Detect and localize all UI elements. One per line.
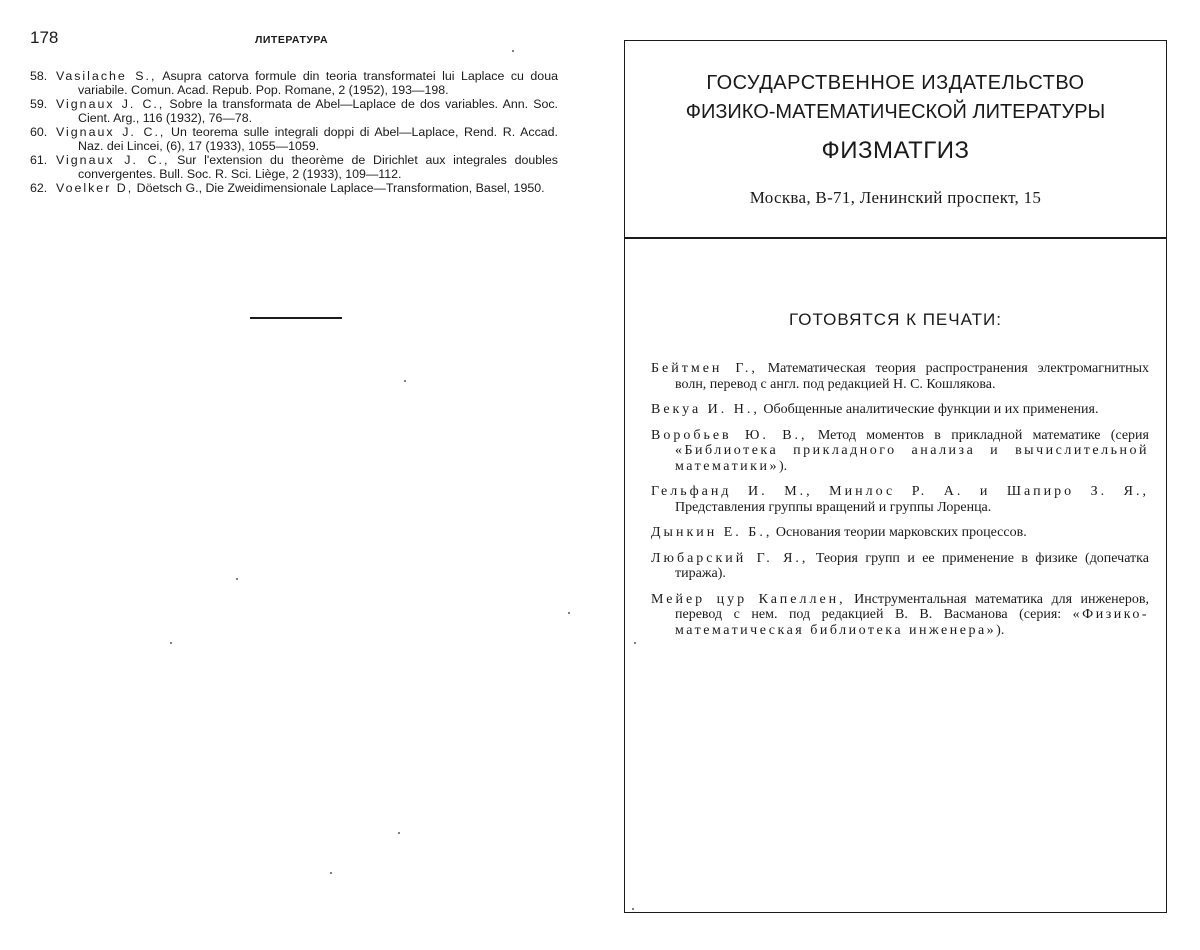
book-item xyxy=(651,428,1149,475)
divider xyxy=(625,237,1166,239)
end-rule xyxy=(250,317,342,319)
reference-author: Vignaux J. C., xyxy=(56,97,165,111)
reference-text: Sur l'extension du theorème de Dirichlet aux integrales doubles convergentes. Bull. Soc. R. Sci. Liège, 2 (1933), 109—112. xyxy=(78,153,558,181)
book-author: Мейер цур Капеллен, xyxy=(651,591,846,607)
book-series: «Библиотека прикладного анализа и вычислительной математики» xyxy=(675,443,1149,474)
reference-item xyxy=(30,70,558,97)
scan-speck xyxy=(632,908,634,910)
book-text: Инструментальная математика для инженеров, перевод с нем. под редакцией В. В. Васманова (серия: xyxy=(675,591,1149,622)
publisher-brand: ФИЗМАТГИЗ xyxy=(821,137,970,164)
book-item xyxy=(651,402,1149,418)
book-author: Воробьев Ю. В., xyxy=(651,427,808,443)
scan-speck xyxy=(330,872,332,874)
reference-number: 58. xyxy=(30,69,48,83)
publisher-name-line1: ГОСУДАРСТВЕННОЕ ИЗДАТЕЛЬСТВО xyxy=(706,72,1085,94)
book-author: Гельфанд И. М., Минлос Р. А. и Шапиро З. Я., xyxy=(651,484,1149,499)
book-item xyxy=(651,361,1149,392)
book-item xyxy=(651,525,1149,541)
book-text-tail: ). xyxy=(996,622,1005,638)
reference-author: Vasilache S., xyxy=(56,69,157,83)
reference-item xyxy=(30,126,558,153)
reference-text: Un teorema sulle integrali doppi di Abel—Laplace, Rend. R. Accad. Naz. dei Lincei, (6), 17 (1933), 1055—1059. xyxy=(78,125,558,153)
forthcoming-heading: ГОТОВЯТСЯ К ПЕЧАТИ: xyxy=(789,310,1002,329)
reference-list xyxy=(30,70,558,197)
reference-author: Voelker D, xyxy=(56,181,134,195)
scan-speck xyxy=(236,578,238,580)
running-head: ЛИТЕРАТУРА xyxy=(255,34,329,46)
reference-number: 62. xyxy=(30,181,48,195)
reference-item xyxy=(30,154,558,181)
book-author: Любарский Г. Я., xyxy=(651,550,809,566)
reference-author: Vignaux J. C., xyxy=(56,125,166,139)
book-text: Представления группы вращений и группы Лоренца. xyxy=(675,499,992,515)
scan-speck xyxy=(512,50,514,52)
book-item xyxy=(651,592,1149,639)
scan-speck xyxy=(568,612,570,614)
book-author: Бейтмен Г., xyxy=(651,361,758,376)
reference-number: 59. xyxy=(30,97,48,111)
book-text: Обобщенные аналитические функции и их применения. xyxy=(759,402,1099,417)
forthcoming-list xyxy=(651,361,1149,648)
scan-speck xyxy=(404,380,406,382)
book-item xyxy=(651,484,1149,515)
publisher-frame xyxy=(624,40,1167,913)
book-series: «Физико-математическая библиотека инженера» xyxy=(675,607,1149,638)
book-text: Основания теории марковских процессов. xyxy=(772,525,1027,540)
reference-text: Döetsch G., Die Zweidimensionale Laplace—Transformation, Basel, 1950. xyxy=(133,181,545,195)
book-author: Дынкин Е. Б., xyxy=(651,525,773,540)
reference-text: Asupra catorva formule din teoria transformatei lui Laplace cu doua variabile. Comun. Acad. Repub. Pop. Romane, 2 (1952), 193—198. xyxy=(78,69,558,97)
scan-speck xyxy=(634,642,636,644)
reference-text: Sobre la transformata de Abel—Laplace de dos variables. Ann. Soc. Cient. Arg., 116 (1932), 76—78. xyxy=(78,97,558,125)
book-text: Метод моментов в прикладной математике (серия xyxy=(807,427,1149,443)
reference-item xyxy=(30,98,558,125)
book-text: Математическая теория распространения электромагнитных волн, перевод с англ. под редакцией Н. С. Кошлякова. xyxy=(675,361,1149,392)
book-text: Теория групп и ее применение в физике (допечатка тиража). xyxy=(675,550,1149,581)
reference-item xyxy=(30,182,558,196)
book-text-tail: ). xyxy=(778,458,788,474)
book-author: Векуа И. Н., xyxy=(651,402,760,417)
scan-speck xyxy=(170,642,172,644)
reference-number: 60. xyxy=(30,125,48,139)
reference-number: 61. xyxy=(30,153,48,167)
publisher-address: Москва, В-71, Ленинский проспект, 15 xyxy=(749,188,1042,207)
reference-author: Vignaux J. C., xyxy=(56,153,170,167)
book-item xyxy=(651,551,1149,582)
page-number: 178 xyxy=(30,28,59,47)
right-page xyxy=(600,0,1200,950)
scan-speck xyxy=(398,832,400,834)
publisher-name-line2: ФИЗИКО-МАТЕМАТИЧЕСКОЙ ЛИТЕРАТУРЫ xyxy=(685,101,1106,123)
